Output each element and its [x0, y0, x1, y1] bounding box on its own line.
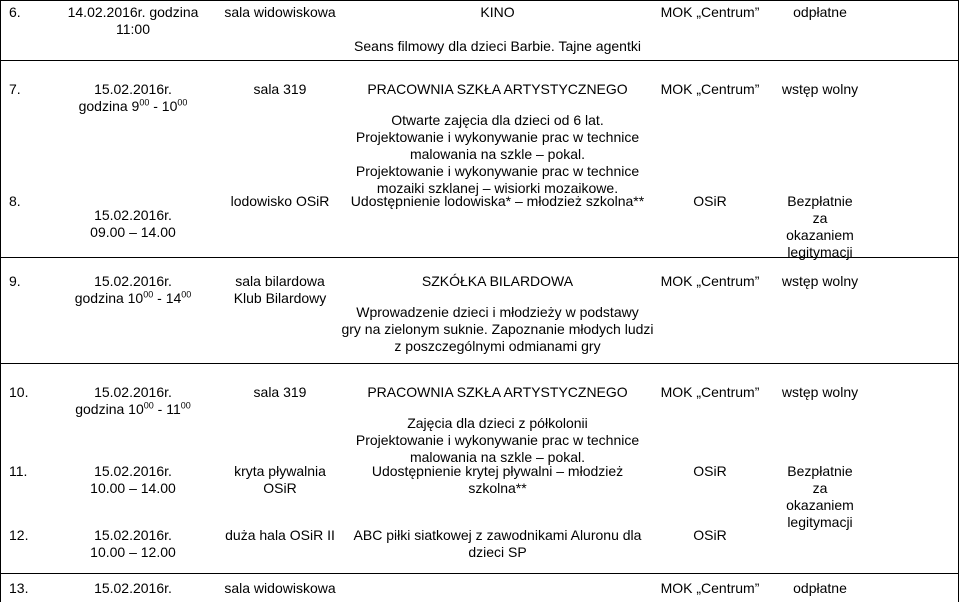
row-event: PRACOWNIA SZKŁA ARTYSTYCZNEGO Otwarte zajęcia dla dzieci od 6 lat. Projektowanie i wykonywanie prac w technice malowania na szkle – pokal. Projektowanie i wykonywanie prac w technice mozaiki szklanej – wisiorki mozaikowe.	[355, 81, 640, 196]
row-organizer: MOK „Centrum”	[660, 273, 760, 289]
row-event: Udostępnienie lodowiska* – młodzież szkolna**	[350, 193, 645, 209]
row-date: 15.02.2016r. godzina $10^{00} - 11^{00}$	[75, 384, 191, 417]
row-fee: Bezpłatnie za okazaniem legitymacji	[786, 463, 854, 530]
row-date: 15.02.2016r. 10.00 – 14.00	[90, 463, 176, 496]
row-fee: odpłatne	[793, 580, 847, 596]
row-number: 6.	[9, 4, 21, 20]
row-place: kryta pływalnia OSiR	[234, 463, 326, 496]
table-rule	[0, 0, 1, 602]
row-fee: wstęp wolny	[781, 384, 859, 400]
row-place: sala widowiskowa	[224, 580, 336, 596]
row-date: 15.02.2016r. 10.00 – 12.00	[90, 527, 176, 560]
row-organizer: OSiR	[693, 193, 727, 209]
row-number: 7.	[9, 81, 21, 97]
row-fee: wstęp wolny	[781, 273, 859, 289]
row-number: 11.	[9, 463, 28, 479]
row-place: lodowisko OSiR	[230, 193, 330, 209]
row-organizer: OSiR	[693, 463, 727, 479]
table-rule	[0, 363, 959, 364]
row-place: sala bilardowa Klub Bilardowy	[233, 273, 327, 306]
row-place: sala 319	[253, 384, 307, 400]
row-event: ABC piłki siatkowej z zawodnikami Aluronu dla dzieci SP	[353, 527, 642, 560]
row-place: sala widowiskowa	[224, 4, 336, 20]
row-fee: odpłatne	[793, 4, 847, 20]
row-place: sala 319	[253, 81, 307, 97]
row-organizer: MOK „Centrum”	[660, 384, 760, 400]
row-number: 12.	[9, 527, 29, 543]
row-organizer: MOK „Centrum”	[660, 580, 760, 596]
row-number: 13.	[9, 580, 29, 596]
row-place: duża hala OSiR II	[225, 527, 335, 543]
row-number: 9.	[9, 273, 21, 289]
table-rule	[0, 0, 959, 1]
row-date: 14.02.2016r. godzina 11:00	[67, 4, 199, 37]
table-rule	[0, 60, 959, 61]
row-event: Udostępnienie krytej pływalni – młodzież szkolna**	[371, 463, 624, 496]
row-organizer: MOK „Centrum”	[660, 81, 760, 97]
row-organizer: MOK „Centrum”	[660, 4, 760, 20]
row-fee: Bezpłatnie za okazaniem legitymacji	[786, 193, 854, 260]
row-number: 8.	[9, 193, 21, 209]
row-date: 15.02.2016r.	[94, 580, 172, 596]
row-date: 15.02.2016r. 09.00 – 14.00	[90, 207, 176, 240]
row-event: PRACOWNIA SZKŁA ARTYSTYCZNEGO Zajęcia dla dzieci z półkolonii Projektowanie i wykonywanie prac w technice malowania na szkle – pokal.	[355, 384, 640, 465]
row-organizer: OSiR	[693, 527, 727, 543]
row-date: 15.02.2016r. godzina $10^{00} - 14^{00}$	[74, 273, 192, 306]
row-event: KINO Seans filmowy dla dzieci Barbie. Tajne agentki	[354, 4, 641, 54]
row-number: 10.	[9, 384, 29, 400]
row-fee: wstęp wolny	[781, 81, 859, 97]
table-rule	[0, 573, 959, 574]
row-date: 15.02.2016r. godzina $9^{00} - 10^{00}$	[78, 81, 188, 114]
row-event: SZKÓŁKA BILARDOWA Wprowadzenie dzieci i młodzieży w podstawy gry na zielonym suknie. Zapoznanie młodych ludzi z poszczególnymi odmianami gry	[341, 273, 654, 354]
